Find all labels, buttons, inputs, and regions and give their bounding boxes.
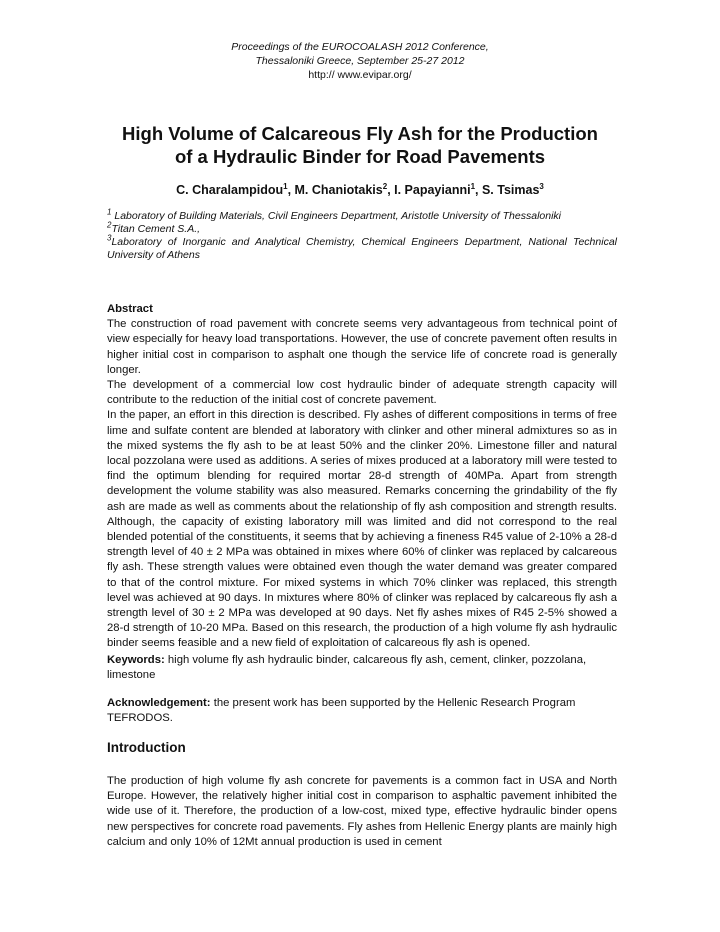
affiliation-text: Titan Cement S.A., bbox=[111, 223, 201, 235]
affiliations bbox=[107, 207, 617, 262]
author-name: M. Chaniotakis bbox=[294, 183, 383, 197]
acknowledgement-text: the present work has been supported by the Hellenic Research Program TEFRODOS. bbox=[107, 697, 576, 725]
affiliation-text: Laboratory of Building Materials, Civil Engineers Department, Aristotle University of Thessaloniki bbox=[111, 210, 562, 222]
title-line-2: of a Hydraulic Binder for Road Pavements bbox=[174, 146, 546, 167]
author-separator: , bbox=[387, 183, 395, 197]
author-list bbox=[60, 183, 660, 197]
affiliation-text: Laboratory of Inorganic and Analytical Chemistry, Chemical Engineers Department, National Technical University of Athens bbox=[107, 236, 617, 261]
introduction-section bbox=[107, 774, 617, 850]
keywords-text: high volume fly ash hydraulic binder, calcareous fly ash, cement, clinker, pozzolana, limestone bbox=[107, 654, 587, 682]
affiliation-mark: 2 bbox=[107, 220, 112, 230]
header-line-2: Thessaloniki Greece, September 25-27 2012 bbox=[255, 55, 465, 67]
introduction-heading: Introduction bbox=[107, 740, 186, 755]
abstract-heading: Abstract bbox=[107, 303, 153, 315]
conference-header bbox=[0, 40, 720, 82]
affiliation-2 bbox=[107, 220, 617, 236]
author-affiliation-mark: 1 bbox=[283, 181, 288, 191]
keywords-section bbox=[107, 653, 617, 683]
author-affiliation-mark: 2 bbox=[382, 181, 388, 191]
title-line-1: High Volume of Calcareous Fly Ash for the Production bbox=[122, 123, 598, 144]
affiliation-mark: 1 bbox=[107, 207, 112, 217]
author-name: S. Tsimas bbox=[481, 183, 540, 197]
abstract-paragraph: The construction of road pavement with concrete seems very advantageous from technical point of view especially for heavy load transportations. However, the use of concrete pavement often results in higher initial cost in comparison to asphalt one though the service life of concrete road is generally longer. bbox=[107, 318, 617, 376]
author-separator: , bbox=[475, 183, 482, 197]
affiliation-1 bbox=[107, 207, 617, 223]
author-name: C. Charalampidou bbox=[176, 183, 284, 197]
author-affiliation-mark: 1 bbox=[470, 181, 476, 191]
acknowledgement-section bbox=[107, 696, 617, 726]
author-separator: , bbox=[287, 183, 295, 197]
header-line-1: Proceedings of the EUROCOALASH 2012 Conference, bbox=[231, 41, 489, 53]
introduction-paragraph: The production of high volume fly ash concrete for pavements is a common fact in USA and North Europe. However, the relatively higher initial cost in comparison to asphaltic pavement inhibited the wide use of it. Therefore, the production of a low-cost, mixed type, effective hydraulic binder opens new perspectives for concrete road pavements. Fly ashes from Hellenic Energy plants are mainly high calcium and only 10% of 12Mt annual production is used in cement bbox=[107, 775, 617, 848]
abstract-paragraph: In the paper, an effort in this direction is described. Fly ashes of different compositions in terms of free lime and sulfate content are blended at laboratory with clinker and other mineral admixtures so as in the mixed systems the fly ash to be at least 50% and the clinker 20%. Limestone filler and natural local pozzolana were used as additions. A series of mixes produced at a laboratory mill were tested to find the optimum blending for required mortar 28-d strength of 40MPa. Apart from strength development the volume stability was also measured. Remarks concerning the grindability of the fly ash are made as well as comments about the relationship of fly ash composition and strength results. Although, the capacity of existing laboratory mill was limited and did not correspond to the real blended potential of the constituents, it seems that by achieving a fineness R45 value of 2-10% a 28-d strength level of 40 ± 2 MPa was obtained in mixes where 60% of clinker was replaced by calcareous fly ash. These strength values were obtained even though the water demand was greater compared to that of the control mixture. For mixed systems in which 70% clinker was replaced, this strength level was achieved at 90 days. In mixtures where 80% of clinker was replaced by calcareous fly ash a strength level of 30 ± 2 MPa was developed at 90 days. Net fly ashes mixes of R45 2-5% showed a 28-d strength of 10-20 MPa. Based on this research, the production of a high volume fly ash hydraulic binder seems feasible and a new field of exploitation of calcareous fly ash is opened. bbox=[107, 409, 617, 650]
author-name: I. Papayianni bbox=[394, 183, 471, 197]
abstract-paragraph: The development of a commercial low cost hydraulic binder of adequate strength capacity will contribute to the reduction of the initial cost of concrete pavement. bbox=[107, 379, 617, 407]
abstract-section bbox=[107, 302, 617, 652]
affiliation-3 bbox=[107, 233, 617, 262]
affiliation-mark: 3 bbox=[107, 233, 112, 243]
author-affiliation-mark: 3 bbox=[539, 181, 544, 191]
acknowledgement-label: Acknowledgement: bbox=[107, 697, 211, 709]
paper-title bbox=[60, 122, 660, 168]
keywords-label: Keywords: bbox=[107, 654, 165, 666]
header-url[interactable]: http:// www.evipar.org/ bbox=[308, 69, 412, 81]
